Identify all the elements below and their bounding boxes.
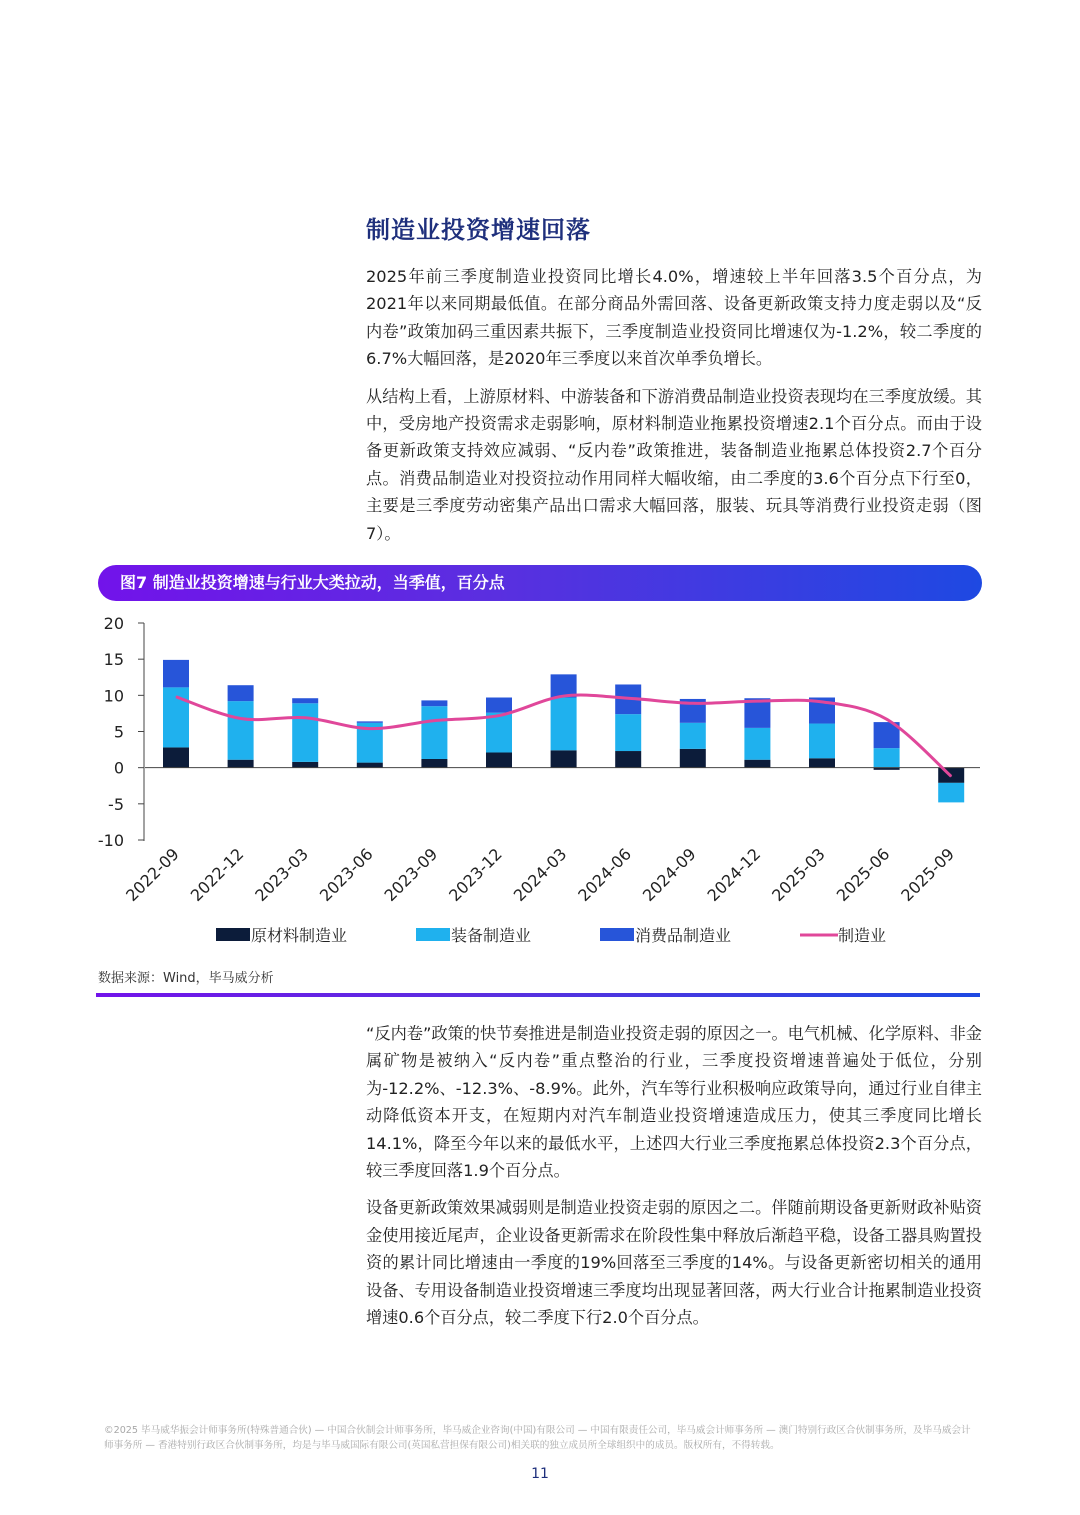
- line-point: [369, 728, 370, 729]
- bar-segment-装备制造业: [874, 748, 900, 768]
- bar-segment-消费品制造业: [292, 698, 318, 703]
- line-point: [628, 698, 629, 699]
- y-tick-label: 10: [103, 686, 124, 706]
- bar-segment-装备制造业: [551, 698, 577, 751]
- bar-segment-消费品制造业: [357, 721, 383, 722]
- legend: [216, 926, 886, 945]
- x-tick-label: 2024-12: [703, 844, 765, 906]
- y-tick-label: 5: [113, 722, 124, 742]
- x-tick-label: 2022-12: [186, 844, 248, 906]
- legend-swatch: [416, 928, 450, 941]
- bar-segment-装备制造业: [228, 701, 254, 760]
- legend-label: 原材料制造业: [251, 926, 348, 945]
- bar-segment-装备制造业: [486, 713, 512, 753]
- y-tick-label: 20: [103, 614, 124, 633]
- line-point: [886, 719, 887, 720]
- x-tick-label: 2025-03: [768, 844, 829, 906]
- bar-segment-装备制造业: [680, 723, 706, 749]
- footer-legal: ©2025 毕马威华振会计师事务所(特殊普通合伙) — 中国合伙制会计师事务所，毕马威企业咨询(中国)有限公司 — 中国有限责任公司，毕马威会计师事务所 — 澳门特别行政区合伙制事务所，及毕马威会计师事务所 — 香港特别行政区合伙制事务所，均是与毕马威国际有限公司(英国私营担保有限公司)相关联的独立成员所全球组织中的成员。版权所有，不得转载。: [104, 1425, 971, 1451]
- line-point: [305, 717, 306, 718]
- figure-title-banner: [98, 565, 982, 601]
- line-point: [240, 718, 241, 719]
- bar-segment-装备制造业: [809, 724, 835, 759]
- x-tick-label: 2023-12: [445, 844, 506, 906]
- bar-segment-原材料制造业: [551, 750, 577, 767]
- legend-label: 装备制造业: [451, 926, 532, 945]
- legend-label: 消费品制造业: [635, 926, 732, 945]
- y-tick-label: -5: [108, 794, 124, 814]
- y-tick-label: -10: [97, 831, 124, 850]
- figure-title: 图7 制造业投资增速与行业大类拉动，当季值，百分点: [120, 573, 505, 592]
- bar-segment-原材料制造业: [680, 749, 706, 768]
- bar-segment-原材料制造业: [744, 760, 770, 768]
- legend-swatch: [216, 928, 250, 941]
- paragraph: “反内卷”政策的快节奏推进是制造业投资走弱的原因之一。电气机械、化学原料、非金属矿物是被纳入“反内卷”重点整治的行业，三季度投资增速普遍处于低位，分别为-12.2%、-12.3%、-8.9%。此外，汽车等行业积极响应政策导向，通过行业自律主动降低资本开支，在短期内对汽车制造业投资增速造成压力，使其三季度同比增长14.1%，降至今年以来的最低水平，上述四大行业三季度拖累总体投资2.3个百分点，较三季度回落1.9个百分点。: [366, 1024, 982, 1181]
- bar-segment-装备制造业: [744, 728, 770, 760]
- x-tick-label: 2023-09: [380, 844, 442, 906]
- bar-segment-消费品制造业: [421, 700, 447, 706]
- y-ticks: [98, 614, 144, 850]
- bar-segment-原材料制造业: [486, 752, 512, 767]
- bar-segment-装备制造业: [938, 783, 964, 803]
- bar-segment-原材料制造业: [421, 759, 447, 768]
- source-note: 数据来源：Wind，毕马威分析: [98, 971, 274, 986]
- line-point: [434, 720, 435, 721]
- x-tick-label: 2023-06: [315, 844, 377, 906]
- x-tick-label: 2023-03: [251, 844, 313, 906]
- x-tick-label: 2022-09: [122, 844, 183, 906]
- x-tick-label: 2025-06: [832, 844, 894, 906]
- bar-segment-原材料制造业: [809, 758, 835, 767]
- line-point: [499, 715, 500, 716]
- body-text-bottom: [366, 1020, 982, 1341]
- bar-segment-消费品制造业: [486, 698, 512, 713]
- stacked-bar-line-chart: [0, 605, 1080, 955]
- figure-divider: [96, 993, 980, 997]
- line-point: [951, 776, 952, 777]
- bar-segment-原材料制造业: [163, 747, 189, 767]
- y-tick-label: 15: [103, 650, 124, 670]
- x-tick-label: 2024-09: [638, 844, 700, 906]
- bar-segment-消费品制造业: [163, 660, 189, 687]
- section-title: 制造业投资增速回落: [366, 216, 591, 244]
- x-tick-label: 2025-09: [897, 844, 959, 906]
- paragraph: 2025年前三季度制造业投资同比增长4.0%，增速较上半年回落3.5个百分点，为2021年以来同期最低值。在部分商品外需回落、设备更新政策支持力度走弱以及“反内卷”政策加码三重因素共振下，三季度制造业投资同比增速仅为-1.2%，较二季度的6.7%大幅回落，是2020年三季度以来首次单季负增长。: [366, 267, 982, 369]
- legend-label: 制造业: [838, 926, 887, 945]
- paragraph: 从结构上看，上游原材料、中游装备和下游消费品制造业投资表现均在三季度放缓。其中，受房地产投资需求走弱影响，原材料制造业拖累投资增速2.1个百分点。而由于设备更新政策支持效应减弱、“反内卷”政策推进，装备制造业拖累总体投资2.7个百分点。消费品制造业对投资拉动作用同样大幅收缩，由二季度的3.6个百分点下行至0，主要是三季度劳动密集产品出口需求大幅回落，服装、玩具等消费行业投资走弱（图7）。: [366, 386, 982, 543]
- line-point: [176, 696, 177, 697]
- bar-segment-装备制造业: [421, 706, 447, 759]
- bars: [163, 660, 964, 802]
- x-axis-labels: [122, 844, 958, 905]
- x-tick-label: 2024-03: [509, 844, 571, 906]
- bar-segment-原材料制造业: [357, 763, 383, 768]
- x-tick-label: 2024-06: [574, 844, 636, 906]
- bar-segment-消费品制造业: [228, 685, 254, 701]
- bar-segment-装备制造业: [292, 703, 318, 762]
- page-number: 11: [531, 1466, 549, 1482]
- bar-segment-装备制造业: [615, 714, 641, 751]
- body-text-top: [366, 263, 982, 557]
- line-point: [757, 701, 758, 702]
- bar-segment-原材料制造业: [292, 762, 318, 768]
- y-tick-label: 0: [113, 758, 124, 778]
- legend-swatch: [600, 928, 634, 941]
- bar-segment-原材料制造业: [228, 760, 254, 768]
- line-point: [692, 703, 693, 704]
- bar-segment-原材料制造业: [615, 751, 641, 768]
- line-point: [822, 701, 823, 702]
- paragraph: 设备更新政策效果减弱则是制造业投资走弱的原因之二。伴随前期设备更新财政补贴资金使用接近尾声，企业设备更新需求在阶段性集中释放后渐趋平稳，设备工器具购置投资的累计同比增速由一季度的19%回落至三季度的14%。与设备更新密切相关的通用设备、专用设备制造业投资增速三季度均出现显著回落，两大行业合计拖累制造业投资增速0.6个百分点，较二季度下行2.0个百分点。: [366, 1198, 982, 1328]
- line-point: [563, 696, 564, 697]
